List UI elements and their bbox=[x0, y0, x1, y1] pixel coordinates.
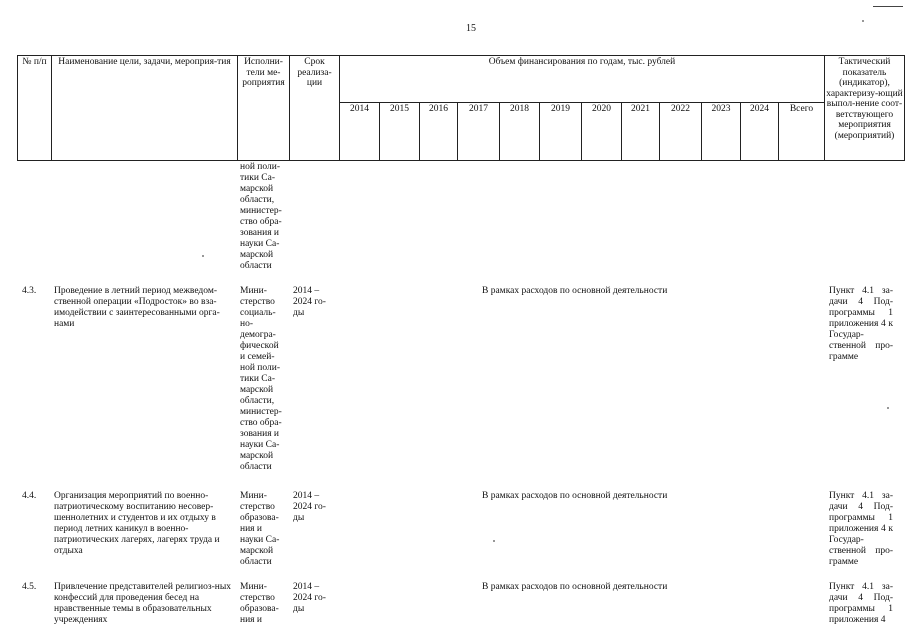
row-term: 2014 – 2024 го-ды bbox=[293, 286, 326, 318]
row-indicator: Пункт 4.1 за-дачи 4 Под-программы 1 приложения 4 к Государ-ственной про-грамме bbox=[829, 491, 893, 567]
scan-speck bbox=[862, 20, 864, 22]
row-term: 2014 – 2024 го-ды bbox=[293, 491, 326, 523]
header-num: № п/п bbox=[18, 56, 52, 161]
header-executors: Исполни-тели ме-роприятия bbox=[238, 56, 290, 161]
header-year-total: Всего bbox=[779, 103, 825, 161]
header-year: 2019 bbox=[540, 103, 582, 161]
row-funding: В рамках расходов по основной деятельности bbox=[482, 491, 668, 501]
page-number: 15 bbox=[466, 23, 476, 34]
header-year: 2016 bbox=[420, 103, 458, 161]
scan-speck bbox=[887, 407, 889, 409]
row-indicator: Пункт 4.1 за-дачи 4 Под-программы 1 приложения 4 bbox=[829, 582, 893, 625]
row-executors: Мини- стерство образова- ния и науки Са- марской области bbox=[240, 491, 280, 567]
scan-speck bbox=[493, 540, 495, 542]
row-number: 4.5. bbox=[22, 582, 37, 592]
row-funding: В рамках расходов по основной деятельности bbox=[482, 582, 668, 592]
header-year: 2018 bbox=[500, 103, 540, 161]
row-name: Привлечение представителей религиоз-ных конфессий для проведения бесед на нравственные темы в образовательных учреждениях bbox=[54, 582, 231, 625]
carry-over-executors: ной поли- тики Са- марской области, министер- ство обра- зования и науки Са- марской области bbox=[240, 162, 282, 271]
row-executors: Мини- стерство социаль- но- демогра- фической и семей- ной поли- тики Са- марской области, министер- ство обра- зования и науки Са- марской области bbox=[240, 286, 282, 472]
header-name: Наименование цели, задачи, мероприя-тия bbox=[52, 56, 238, 161]
row-number: 4.4. bbox=[22, 491, 37, 501]
scan-speck bbox=[202, 255, 204, 257]
row-number: 4.3. bbox=[22, 286, 37, 296]
header-term: Срок реализа-ции bbox=[290, 56, 340, 161]
header-year: 2022 bbox=[660, 103, 702, 161]
header-year: 2023 bbox=[702, 103, 741, 161]
header-year: 2020 bbox=[582, 103, 622, 161]
header-year: 2014 bbox=[340, 103, 380, 161]
row-indicator: Пункт 4.1 за-дачи 4 Под-программы 1 приложения 4 к Государ-ственной про-грамме bbox=[829, 286, 893, 362]
row-name: Проведение в летний период межведом-ственной операции «Подросток» во вза-имодействии с заинтересованными орга-нами bbox=[54, 286, 220, 329]
header-funding: Объем финансирования по годам, тыс. рублей bbox=[340, 56, 825, 103]
header-year: 2024 bbox=[741, 103, 779, 161]
scan-artifact-line bbox=[873, 6, 903, 7]
header-year: 2021 bbox=[622, 103, 660, 161]
table-header bbox=[17, 55, 905, 161]
row-executors: Мини- стерство образова- ния и bbox=[240, 582, 279, 625]
row-name: Организация мероприятий по военно-патриотическому воспитанию несовер-шеннолетних и студентов и их отдыху в период летних каникул в военно-патриотических лагерях, лагерях труда и отдыха bbox=[54, 491, 220, 556]
header-indicator: Тактический показатель (индикатор), характеризу-ющий выпол-нение соот-ветствующего мероприятия (мероприятий) bbox=[825, 56, 905, 161]
header-year: 2015 bbox=[380, 103, 420, 161]
row-funding: В рамках расходов по основной деятельности bbox=[482, 286, 668, 296]
header-year: 2017 bbox=[458, 103, 500, 161]
row-term: 2014 – 2024 го-ды bbox=[293, 582, 326, 614]
